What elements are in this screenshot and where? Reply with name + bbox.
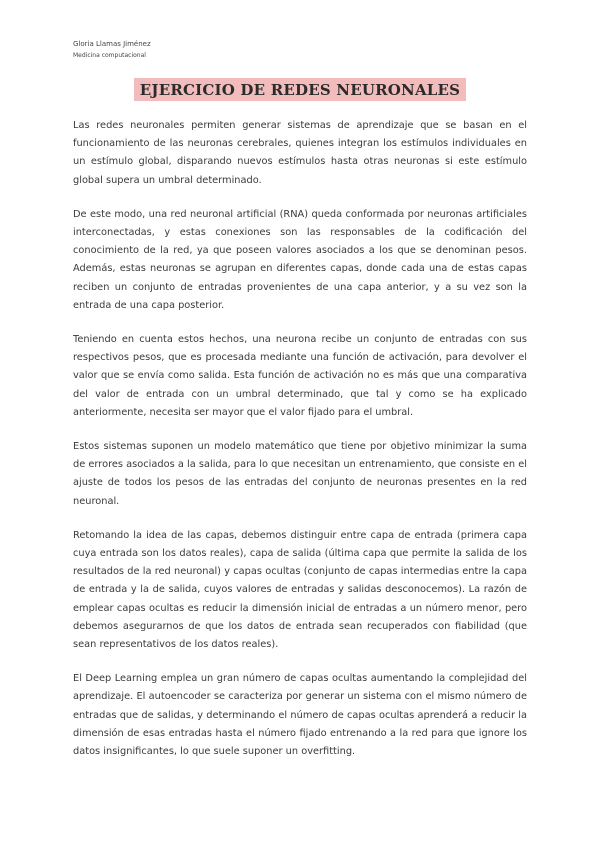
paragraph-4: Estos sistemas suponen un modelo matemático que tiene por objetivo minimizar la suma de errores asociados a la salida, para lo que necesitan un entrenamiento, que consiste en el ajuste de todos los pesos de las entradas del conjunto de neuronas presentes en la red neuronal.	[73, 441, 527, 507]
course-name: Medicina computacional	[73, 52, 146, 59]
page-header	[73, 38, 151, 62]
paragraph-1: Las redes neuronales permiten generar sistemas de aprendizaje que se basan en el funcionamiento de las neuronas cerebrales, quienes integran los estímulos individuales en un estímulo global, disparando nuevos estímulos hasta otras neuronas si este estímulo global supera un umbral determinado.	[73, 120, 527, 186]
author-name: Gloria Llamas Jiménez	[73, 40, 151, 48]
document-body	[73, 117, 527, 777]
paragraph-5: Retomando la idea de las capas, debemos distinguir entre capa de entrada (primera capa cuya entrada son los datos reales), capa de salida (última capa que permite la salida de los resultados de la red neuronal) y capas ocultas (conjunto de capas intermedias entre la capa de entrada y la de salida, cuyos valores de entradas y salidas desconocemos). La razón de emplear capas ocultas es reducir la dimensión inicial de entradas a un número menor, pero debemos asegurarnos de que los datos de entrada sean recuperados con fiabilidad (que sean representativos de los datos reales).	[73, 529, 527, 651]
document-title: EJERCICIO DE REDES NEURONALES	[134, 78, 466, 101]
paragraph-2: De este modo, una red neuronal artificial (RNA) queda conformada por neuronas artificiales interconectadas, y estas conexiones son las responsables de la codificación del conocimiento de la red, ya que poseen valores asociados a los que se denominan pesos. Además, estas neuronas se agrupan en diferentes capas, donde cada una de estas capas reciben un conjunto de entradas provenientes de una capa anterior, y a su vez son la entrada de una capa posterior.	[73, 208, 527, 311]
paragraph-3: Teniendo en cuenta estos hechos, una neurona recibe un conjunto de entradas con sus respectivos pesos, que es procesada mediante una función de activación, para devolver el valor que se envía como salida. Esta función de activación no es más que una comparativa del valor de entrada con un umbral determinado, que tal y como se ha explicado anteriormente, necesita ser mayor que el valor fijado para el umbral.	[73, 334, 527, 418]
title-container	[0, 78, 600, 101]
paragraph-6: El Deep Learning emplea un gran número de capas ocultas aumentando la complejidad del aprendizaje. El autoencoder se caracteriza por generar un sistema con el mismo número de entradas que de salidas, y determinando el número de capas ocultas aprenderá a reducir la dimensión de esas entradas hasta el número fijado entrenando a la red para que ignore los datos insignificantes, lo que suele suponer un overfitting.	[73, 673, 527, 758]
